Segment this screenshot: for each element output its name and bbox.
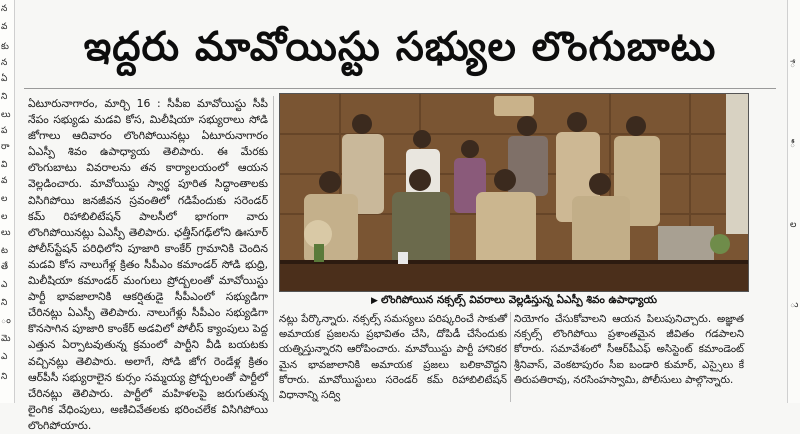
previous-column-strip (0, 0, 15, 403)
strip-glyph: తే (1, 262, 9, 272)
article-text-left: ఏటూరునాగారం, మార్చి 16 : సీపీఐ మావోయిస్టు సీపీ నేపం సభ్యుడు మడవి కోస, మిలీషియా సభ్యురాలు సోడి జోగాలు ఆదివారం లొంగిపోయినట్లు ఏటూరునాగారం ఏఎస్పీ శివం ఉపాధ్యాయ తెలిపారు. ఈ మేరకు లొంగుబాటు వివరాలను తన కార్యాలయంలో ఆయన వెల్లడించారు. మావోయిస్టు స్వార్థ పూరిత సిద్ధాంతాలకు విసిగిపోయి జనజీవన స్రవంతిలో గడిపేందుకు సరెండర్ కమ్ రిహాబిలిటేషన్ పాలసీలో భాగంగా వారు లొంగిపోయినట్లు ఏఎస్పీ తెలిపారు. ఛత్తీస్‌గఢ్‌లోని ఊసూర్ పోలీస్‌స్టేషన్ పరిధిలోని పూజారి కాంకేర్ గ్రామానికి చెందిన మడవి కోస నాలుగేళ్ల క్రితం సీపీఎం కమాండర్ సోడి భుధ్రి, మిలీషియా కమాండర్ మంగులు ప్రోద్బలంతో మావోయిస్టు పార్టీ భావజాలానికి ఆకర్షితుడై సీపీఎంలో సభ్యుడిగా చేరినట్లు ఏఎస్పీ తెలిపారు. నాలుగేళ్లు సీపీఎం సభ్యుడిగా కొనసాగిన పూజారి కాంకేర్ అడవిలో పోలీస్ క్యాంపులు పెద్ద ఎత్తున ఏర్పాటవుతున్న క్రమంలో పార్టీని వీడి బయటకు వచ్చినట్లు తెలిపారు. అలాగే, సోడి జోగ రెండేళ్ల క్రితం ఆర్‌పీసీ సభ్యురాలైన కుర్సం సమ్మయ్య ప్రోద్బలంతో పార్టీలో చేరినట్లు తెలిపారు. పార్టీలో మహిళలపై జరుగుతున్న లైంగిక వేధింపులు, అణిచివేతలకు భరించలేక విసిగిపోయి లొంగిపోయారు. (28, 97, 268, 432)
article-column-left (28, 96, 268, 432)
strip-glyph: కు (1, 42, 9, 52)
strip-glyph: ట (1, 246, 8, 256)
strip-glyph: ే (790, 60, 796, 70)
strip-glyph: న (1, 4, 8, 14)
strip-glyph: వి (1, 160, 8, 170)
caption-arrow-icon: ▶ (371, 296, 378, 306)
strip-glyph: ని (1, 92, 8, 102)
next-column-strip (787, 0, 800, 403)
article-column-right (514, 312, 744, 402)
headline-rule (24, 88, 776, 89)
column-divider (273, 96, 274, 402)
strip-glyph: ఎ (1, 352, 8, 362)
article-column-middle (279, 312, 507, 402)
photo-illustration (280, 94, 748, 291)
strip-glyph: వ (1, 22, 8, 32)
news-photo (279, 93, 749, 292)
strip-glyph: ీ (790, 140, 796, 150)
strip-glyph: ల (1, 212, 8, 222)
headline: ఇద్దరు మావోయిస్టు సభ్యుల లొంగుబాటు (83, 24, 717, 70)
article-text-right: నియోగం చేసుకోవాలని ఆయన పిలుపునిచ్చారు. అజ్ఞాత నక్సల్స్ లొంగిపోయి ప్రశాంతమైన జీవితం గడపాలని కోరారు. సమావేశంలో సీఆర్‌పీఎఫ్ అసిస్టెంట్ కమాండెంట్ శ్రీనివాస్, వెంకటాపురం సీఐ బండారి కుమార్, ఎస్సైలు కే తిరుపతిరావు, నరసింహస్వామి, పోలీసులు పాల్గొన్నారు. (514, 313, 744, 386)
strip-glyph: ల (1, 194, 8, 204)
strip-glyph: ప (1, 126, 8, 136)
strip-glyph: లు (1, 110, 11, 120)
strip-glyph: ని (1, 372, 8, 382)
column-divider (510, 312, 511, 402)
strip-glyph: రా (1, 142, 10, 152)
strip-glyph: ని (1, 298, 8, 308)
strip-glyph: ఏ (1, 74, 8, 84)
caption-text: లొంగిపోయిన నక్సల్స్ వివరాలు వెల్లడిస్తున్న ఏఎస్పీ శివం ఉపాధ్యాయ (380, 294, 657, 306)
strip-glyph: ఎ (1, 280, 8, 290)
strip-glyph: న (1, 58, 8, 68)
strip-glyph: ు (790, 300, 799, 310)
strip-glyph: ల (790, 220, 797, 230)
article-text-middle: నట్లు పేర్కొన్నారు. నక్సల్స్ సమస్యలు పరిష్కరించే సాకుతో అమాయక ప్రజలను ప్రభావితం చేసి, దోపిడీ చేసేందుకు యత్నిస్తున్నారని ఆరోపించారు. మావోయిస్టు పార్టీ హానికర మైన భావజాలానికి అమాయక ప్రజలు బలికావొద్దని కోరారు. మావోయిస్టులు సరెండర్ కమ్ రిహాబిలిటేషన్ విధానాన్ని సద్వి (279, 313, 507, 402)
strip-glyph: వ (1, 176, 8, 186)
strip-glyph: లు (1, 228, 11, 238)
photo-caption (279, 292, 749, 308)
strip-glyph: ం (1, 316, 11, 326)
strip-glyph: మె (1, 334, 11, 344)
